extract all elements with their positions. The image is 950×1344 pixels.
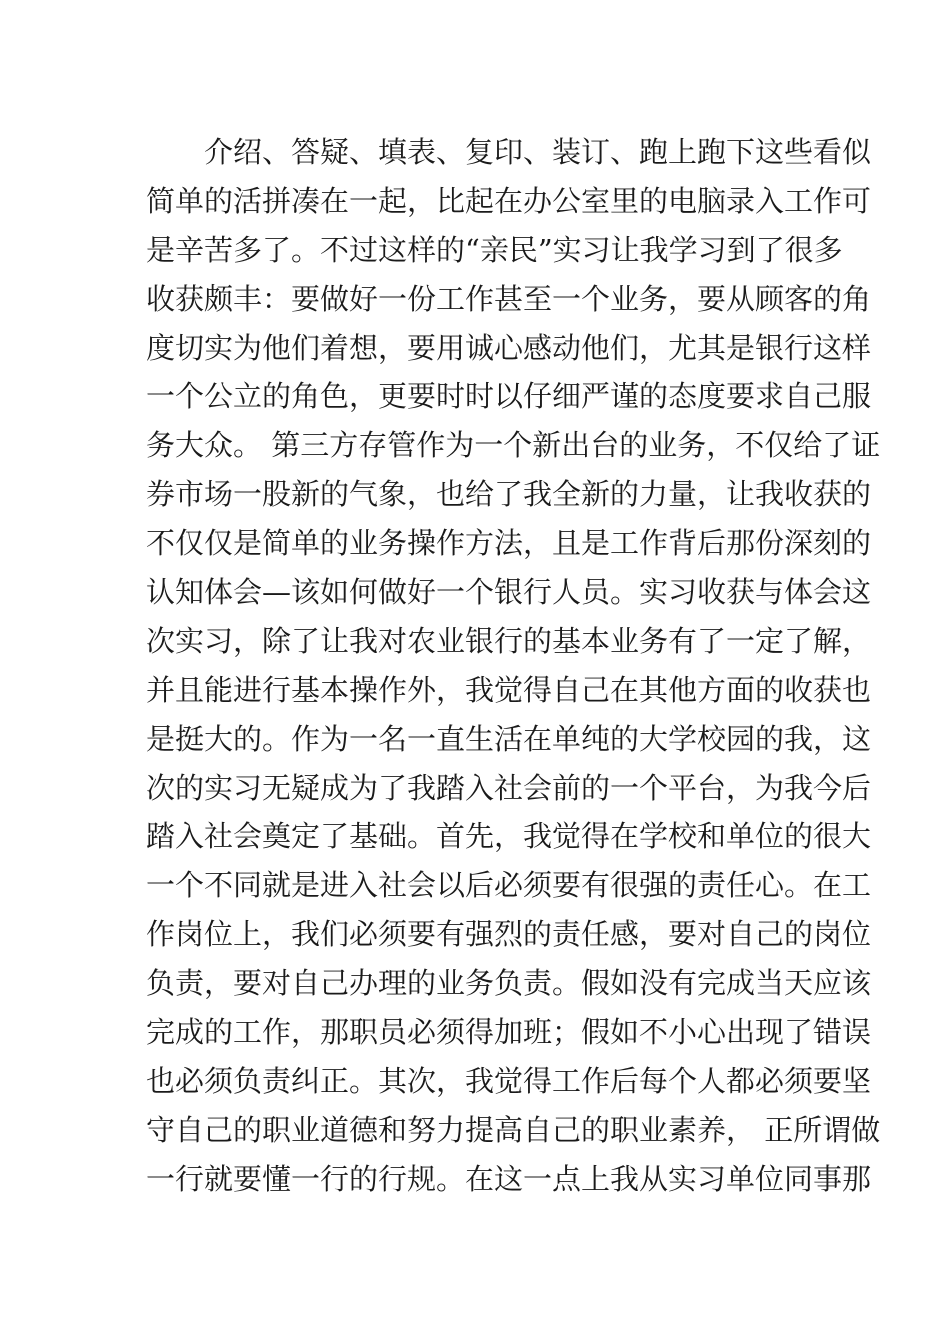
text-line: 不仅仅是简单的业务操作方法，且是工作背后那份深刻的 [146,526,872,561]
text-line: 介绍、答疑、填表、复印、装订、跑上跑下这些看似 [146,135,872,169]
text-line: 并且能进行基本操作外，我觉得自己在其他方面的收获也 [146,672,872,707]
text-line: 度切实为他们着想，要用诚心感动他们，尤其是银行这样 [146,330,872,365]
text-line: 收获颇丰：要做好一份工作甚至一个业务，要从顾客的角 [146,281,872,316]
text-line: 负责，要对自己办理的业务负责。假如没有完成当天应该 [146,966,872,1001]
text-line: 次实习，除了让我对农业银行的基本业务有了一定了解， [146,623,872,658]
text-line: 是挺大的。作为一名一直生活在单纯的大学校园的我，这 [146,721,872,756]
text-line: 踏入社会奠定了基础。首先，我觉得在学校和单位的很大 [146,819,872,854]
text-line: 一行就要懂一行的行规。在这一点上我从实习单位同事那 [146,1161,872,1196]
text-line: 券市场一股新的气象，也给了我全新的力量，让我收获的 [146,477,872,512]
text-line: 一个不同就是进入社会以后必须要有很强的责任心。在工 [146,868,872,903]
text-line: 次的实习无疑成为了我踏入社会前的一个平台，为我今后 [146,770,872,805]
text-line: 完成的工作，那职员必须得加班；假如不小心出现了错误 [146,1015,872,1050]
text-line: 简单的活拼凑在一起，比起在办公室里的电脑录入工作可 [146,183,872,218]
text-line: 务大众。 第三方存管作为一个新出台的业务，不仅给了证 [146,428,881,463]
body-paragraph [146,128,881,1204]
text-line: 作岗位上，我们必须要有强烈的责任感，要对自己的岗位 [146,917,872,952]
text-line: 也必须负责纠正。其次，我觉得工作后每个人都必须要坚 [146,1063,872,1098]
text-line: 认知体会—该如何做好一个银行人员。实习收获与体会这 [146,575,872,610]
text-line: 是辛苦多了。不过这样的“亲民”实习让我学习到了很多 [146,232,843,267]
text-line: 守自己的职业道德和努力提高自己的职业素养， 正所谓做 [146,1112,881,1147]
text-line: 一个公立的角色，更要时时以仔细严谨的态度要求自己服 [146,379,872,414]
